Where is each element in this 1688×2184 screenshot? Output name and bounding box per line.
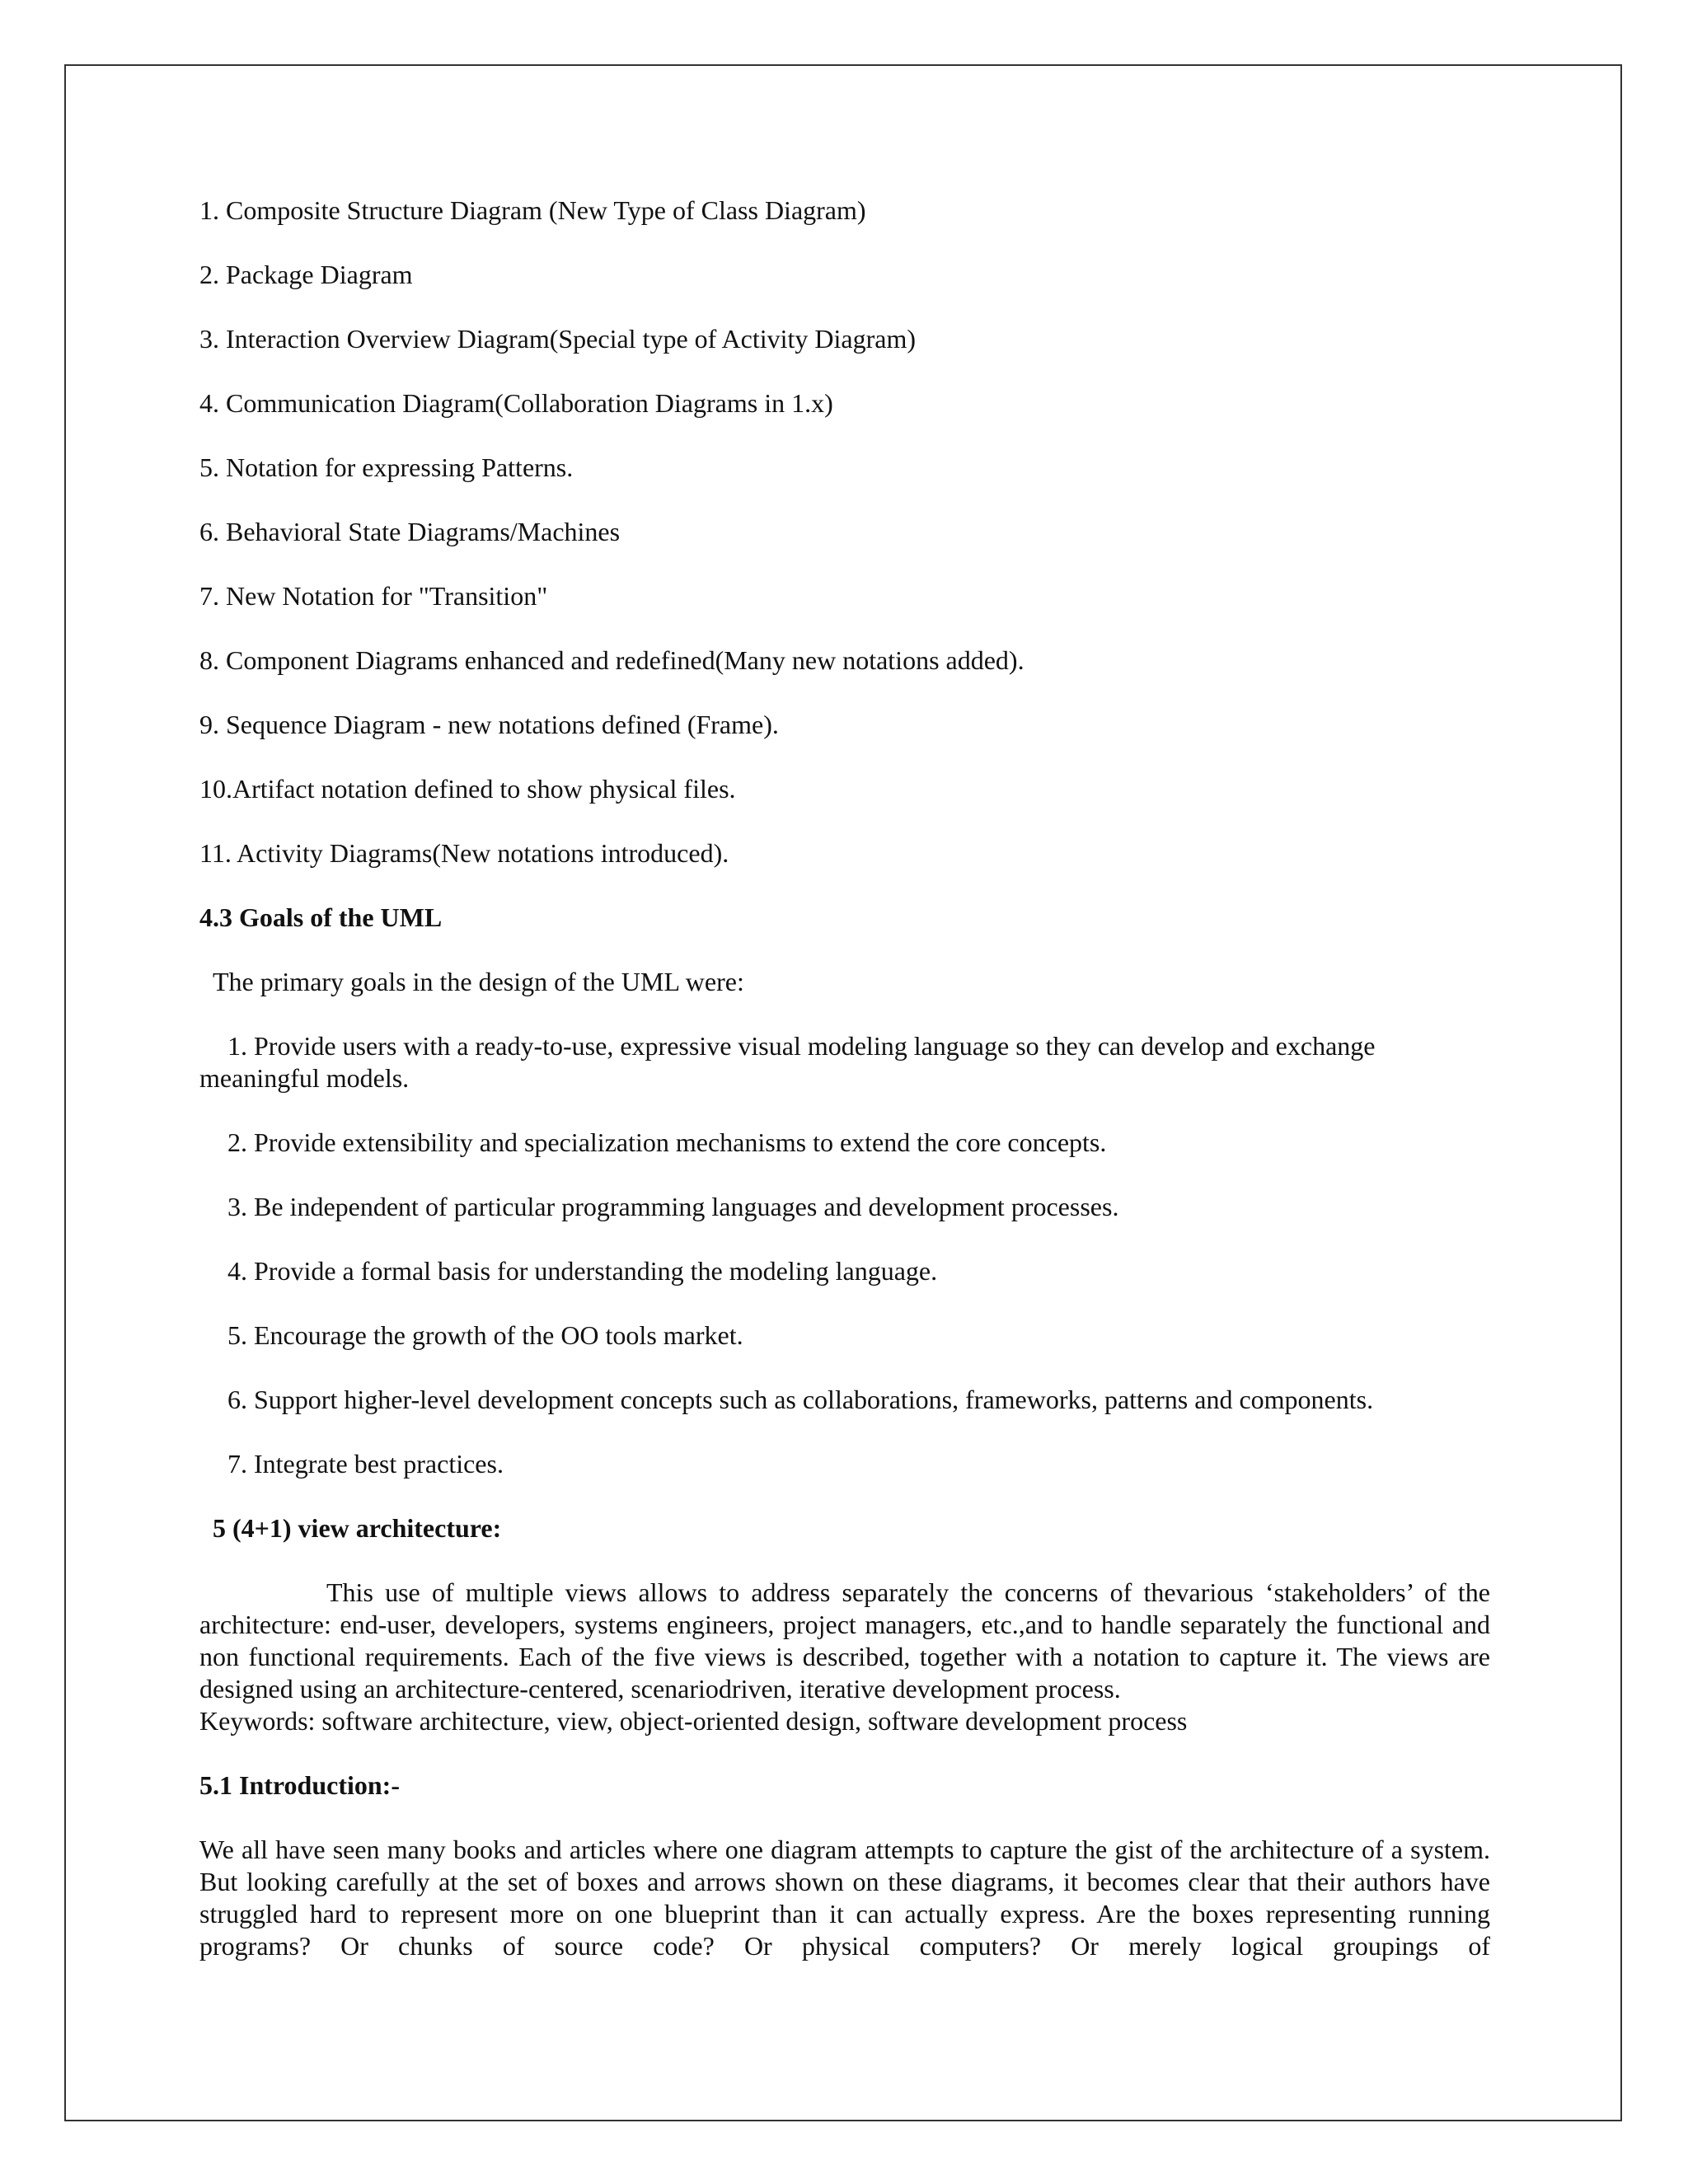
goal-item: 4. Provide a formal basis for understanding the modeling language. [227, 1256, 938, 1286]
view-architecture-paragraph: This use of multiple views allows to address separately the concerns of thevarious ‘stakeholders’ of the architecture: end-user, developers, systems engineers, project managers, etc.,and to handle separately the functional and non functional requirements. Each of the five views is described, together with a notation to capture it. The views are designed using an architecture-centered, scenariodriven, iterative development process. [199, 1577, 1490, 1704]
list-item: 6. Behavioral State Diagrams/Machines [199, 517, 621, 546]
uml2-changes-list [199, 194, 1490, 869]
document-body [199, 194, 1490, 1962]
goals-section [199, 902, 1490, 1480]
list-item: 8. Component Diagrams enhanced and redefined(Many new notations added). [199, 645, 1025, 675]
goal-item: 1. Provide users with a ready-to-use, expressive visual modeling language so they can develop and exchange meaningful models. [199, 1031, 1376, 1093]
list-item: 1. Composite Structure Diagram (New Type of Class Diagram) [199, 195, 866, 225]
goal-item: 2. Provide extensibility and specialization mechanisms to extend the core concepts. [227, 1127, 1107, 1157]
section-heading-introduction: 5.1 Introduction:- [199, 1770, 400, 1800]
list-item: 3. Interaction Overview Diagram(Special type of Activity Diagram) [199, 324, 917, 354]
section-heading-goals: 4.3 Goals of the UML [199, 902, 443, 932]
list-item: 9. Sequence Diagram - new notations defined (Frame). [199, 710, 779, 739]
list-item: 10.Artifact notation defined to show physical files. [199, 774, 736, 804]
list-item: 11. Activity Diagrams(New notations introduced). [199, 838, 729, 868]
introduction-paragraph: We all have seen many books and articles where one diagram attempts to capture the gist of the architecture of a system. But looking carefully at the set of boxes and arrows shown on these diagrams, it becomes clear that their authors have struggled hard to represent more on one blueprint than it can actually express. Are the boxes representing running programs? Or chunks of source code? Or physical computers? Or merely logical groupings of [199, 1835, 1490, 1961]
list-item: 5. Notation for expressing Patterns. [199, 452, 574, 482]
goal-item: 3. Be independent of particular programming languages and development processes. [227, 1192, 1119, 1221]
list-item: 4. Communication Diagram(Collaboration Diagrams in 1.x) [199, 388, 833, 418]
list-item: 2. Package Diagram [199, 260, 413, 289]
section-heading-view-architecture: 5 (4+1) view architecture: [213, 1513, 502, 1543]
list-item: 7. New Notation for "Transition" [199, 581, 548, 611]
goal-item: 7. Integrate best practices. [227, 1449, 504, 1479]
goals-intro: The primary goals in the design of the UML were: [213, 967, 744, 996]
goal-item: 5. Encourage the growth of the OO tools market. [227, 1320, 743, 1350]
keywords-line: Keywords: software architecture, view, object-oriented design, software development process [199, 1706, 1188, 1736]
introduction-section [199, 1769, 1490, 1962]
goal-item: 6. Support higher-level development concepts such as collaborations, frameworks, patterns and components. [227, 1385, 1374, 1414]
view-architecture-section [199, 1512, 1490, 1737]
